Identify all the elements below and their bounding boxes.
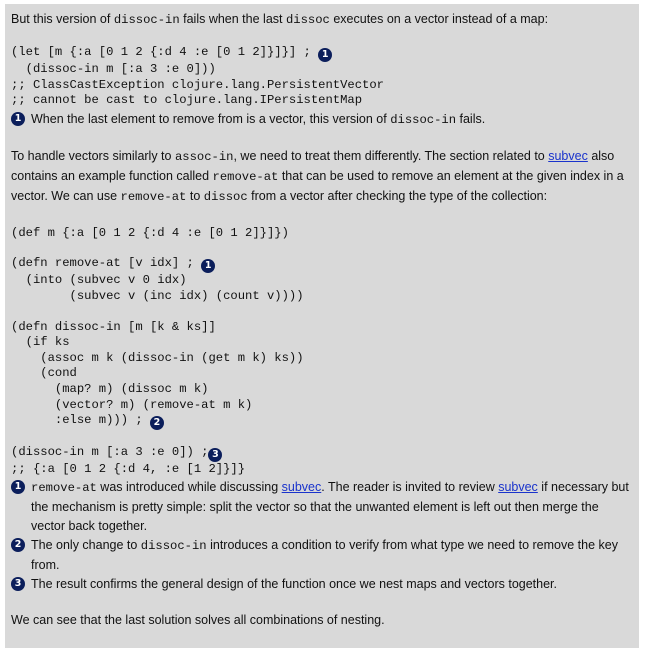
- para-text: that can be used to remove an element at the given index in a vector. We can use: [11, 168, 624, 203]
- inline-code: remove-at: [120, 189, 187, 204]
- intro-text: fails when the last: [179, 12, 286, 26]
- code-block-dissoc-in: [11, 320, 633, 431]
- callout-marker: 2: [150, 416, 164, 430]
- callout-marker: 1: [11, 112, 25, 126]
- note-text: if necessary but the mechanism is pretty simple: split the vector so that the unwanted element is left out then merge the vector back together.: [31, 479, 629, 533]
- code-line: (defn remove-at [v idx] ;: [11, 256, 202, 271]
- code-block-call: [11, 445, 633, 478]
- subvec-link[interactable]: subvec: [548, 148, 588, 163]
- inline-code: remove-at: [212, 169, 279, 184]
- intro-paragraph: [11, 10, 633, 30]
- code-line: (dissoc-in m [:a 3 :e 0]) ;: [11, 445, 209, 460]
- inline-code: remove-at: [31, 480, 97, 495]
- para-text: also contains an example function called: [11, 148, 615, 183]
- para-text: To handle vectors similarly to: [11, 148, 175, 163]
- inline-code: dissoc-in: [113, 13, 180, 27]
- para-text: , we need to treat them differently. The section related to: [233, 148, 549, 163]
- note-text: fails.: [456, 111, 486, 126]
- callout-note-1: [11, 110, 633, 130]
- note-text: The result confirms the general design of the function once we nest maps and vectors together.: [31, 576, 557, 591]
- note-text: The only change to: [31, 537, 141, 552]
- code-result: ;; {:a [0 1 2 {:d 4, :e [1 2]}]}: [11, 462, 246, 477]
- note-text: When the last element to remove from is a vector, this version of: [31, 111, 391, 126]
- callout-marker: 3: [208, 448, 222, 462]
- subvec-link[interactable]: subvec: [498, 479, 538, 494]
- closing-paragraph: We can see that the last solution solves all combinations of nesting.: [11, 612, 385, 627]
- explanation-paragraph: [11, 147, 633, 207]
- code-block-failing-example: [11, 45, 633, 109]
- callout-note-2: [11, 536, 633, 575]
- para-text: to: [186, 188, 204, 203]
- callout-marker: 2: [11, 538, 25, 552]
- code-block-remove-at: [11, 256, 633, 304]
- code-lines: (into (subvec v 0 idx) (subvec v (inc idx) (count v)))): [25, 273, 304, 303]
- code-line: :else m))) ;: [11, 413, 150, 428]
- callout-note-3: [11, 575, 633, 594]
- note-text: introduces a condition to verify from what type we need to remove the key from.: [31, 537, 618, 572]
- inline-code: dissoc: [203, 189, 248, 204]
- subvec-link[interactable]: subvec: [281, 479, 322, 494]
- code-lines: (defn dissoc-in [m [k & ks]] (if ks (assoc m k (dissoc-in (get m k) ks)) (cond (map? m) (dissoc m k) (vector? m) (remove-at m k): [11, 319, 304, 412]
- document-page: [5, 4, 639, 648]
- callout-marker: 1: [201, 259, 215, 273]
- callout-note-1: [11, 478, 633, 536]
- intro-text: executes on a vector instead of a map:: [329, 12, 549, 26]
- note-text: . The reader is invited to review: [321, 479, 499, 494]
- inline-code: assoc-in: [174, 149, 234, 164]
- inline-code: dissoc-in: [140, 538, 207, 553]
- intro-text: But this version of: [11, 12, 114, 26]
- code-lines: (dissoc-in m [:a 3 :e 0])) ;; ClassCastException clojure.lang.PersistentVector ;; cannot be cast to clojure.lang.IPersistentMap: [11, 62, 384, 108]
- callout-marker: 1: [318, 48, 332, 62]
- note-text: was introduced while discussing: [96, 479, 282, 494]
- code-block-def: (def m {:a [0 1 2 {:d 4 :e [0 1 2]}]}): [11, 225, 289, 240]
- code-line: (let [m {:a [0 1 2 {:d 4 :e [0 1 2]}]}] ;: [11, 45, 319, 59]
- inline-code: dissoc: [285, 13, 330, 27]
- callout-marker: 1: [11, 480, 25, 494]
- para-text: from a vector after checking the type of the collection:: [247, 188, 548, 203]
- inline-code: dissoc-in: [390, 112, 457, 127]
- callout-marker: 3: [11, 577, 25, 591]
